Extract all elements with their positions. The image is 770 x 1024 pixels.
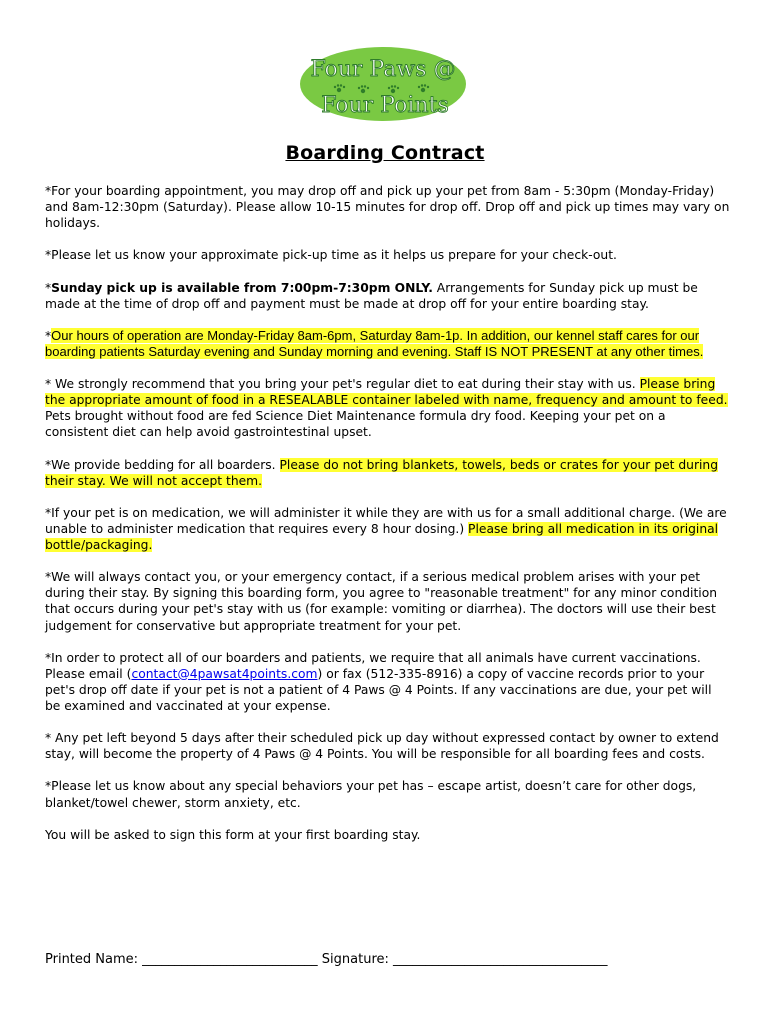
food-highlight: Please bring the appropriate amount of food in a RESEALABLE container labeled with name, frequency and amount to feed. <box>45 377 728 408</box>
dropoff-pickup-paragraph: *For your boarding appointment, you may drop off and pick up your pet from 8am - 5:30pm (Monday-Friday) and 8am-12:30pm (Saturday). Please allow 10-15 minutes for drop off. Drop off and pick up times may vary on holidays. <box>45 184 730 231</box>
medication-highlight: Please bring all medication in its original bottle/packaging. <box>45 521 719 553</box>
signature-label: Signature: <box>317 952 394 967</box>
sunday-pickup-bold: Sunday pick up is available from 7:00pm-7:30pm ONLY. <box>51 280 433 295</box>
special-behaviors-paragraph: *Please let us know about any special behaviors your pet has – escape artist, doesn’t care for other dogs, blanket/towel chewer, storm anxiety, etc. <box>45 779 697 810</box>
hours-highlight: Our hours of operation are Monday-Friday 8am-6pm, Saturday 8am-1p. In addition, our kennel staff cares for our boarding patients Saturday evening and Sunday morning and evening. Staff IS NOT PRESENT at any other times. <box>45 327 704 359</box>
bedding-paragraph: *We provide bedding for all boarders. Please do not bring blankets, towels, beds or crates for your pet during their stay. We will not accept them. <box>45 457 719 488</box>
email-link[interactable]: contact@4pawsat4points.com <box>131 666 318 681</box>
pickup-time-paragraph: *Please let us know your approximate pick-up time as it helps us prepare for your check-out. <box>45 248 617 263</box>
abandonment-paragraph: * Any pet left beyond 5 days after their scheduled pick up day without expressed contact by owner to extend stay, will become the property of 4 Paws @ 4 Points. You will be responsible for all boarding fees and costs. <box>45 731 719 762</box>
vaccination-paragraph: *In order to protect all of our boarders and patients, we require that all animals have current vaccinations. Please email (contact@4pawsat4points.com) or fax (512-335-8916) a copy of vaccine records prior to your pet's drop off date if your pet is not a patient of 4 Paws @ 4 Points. If any vaccinations are due, your pet will be examined and vaccinated at your expense. <box>45 650 712 713</box>
food-paragraph: * We strongly recommend that you bring your pet's regular diet to eat during their stay with us. Please bring the appropriate amount of food in a RESEALABLE container labeled with name, frequency and amount to feed. Pets brought without food are fed Science Diet Maintenance formula dry food. Keeping your pet on a consistent diet can help avoid gastrointestinal upset. <box>45 377 728 440</box>
printed-name-label: Printed Name: <box>45 952 143 967</box>
sign-notice-paragraph: You will be asked to sign this form at your first boarding stay. <box>45 827 421 842</box>
svg-text:Four Points: Four Points <box>321 93 449 118</box>
medication-paragraph: *If your pet is on medication, we will administer it while they are with us for a small additional charge. (We are unable to administer medication that requires every 8 hour dosing.) Please bring all medication in its original bottle/packaging. <box>45 505 727 553</box>
svg-text:Four Paws @: Four Paws @ <box>310 57 456 82</box>
medical-contact-paragraph: *We will always contact you, or your emergency contact, if a serious medical problem arises with your pet during their stay. By signing this boarding form, you agree to "reasonable treatment" for any minor condition that occurs during your pet's stay with us (for example: vomiting or diarrhea). The doctors will use their best judgement for conservative but appropriate treatment for your pet. <box>45 570 718 633</box>
printed-name-field[interactable]: ___________________________ <box>142 952 318 967</box>
contract-body <box>45 183 730 859</box>
signature-field[interactable]: _________________________________ <box>393 952 608 967</box>
hours-paragraph: *Our hours of operation are Monday-Friday 8am-6pm, Saturday 8am-1p. In addition, our kennel staff cares for our boarding patients Saturday evening and Sunday morning and evening. Staff IS NOT PRESENT at any other times. <box>45 327 704 359</box>
signature-line <box>45 952 735 967</box>
four-paws-logo <box>299 46 467 122</box>
page-title: Boarding Contract <box>285 142 485 164</box>
sunday-pickup-paragraph: *Sunday pick up is available from 7:00pm-7:30pm ONLY. Arrangements for Sunday pick up must be made at the time of drop off and payment must be made at drop off for your entire boarding stay. <box>45 280 698 311</box>
bedding-highlight: Please do not bring blankets, towels, beds or crates for your pet during their stay. We will not accept them. <box>45 457 719 488</box>
